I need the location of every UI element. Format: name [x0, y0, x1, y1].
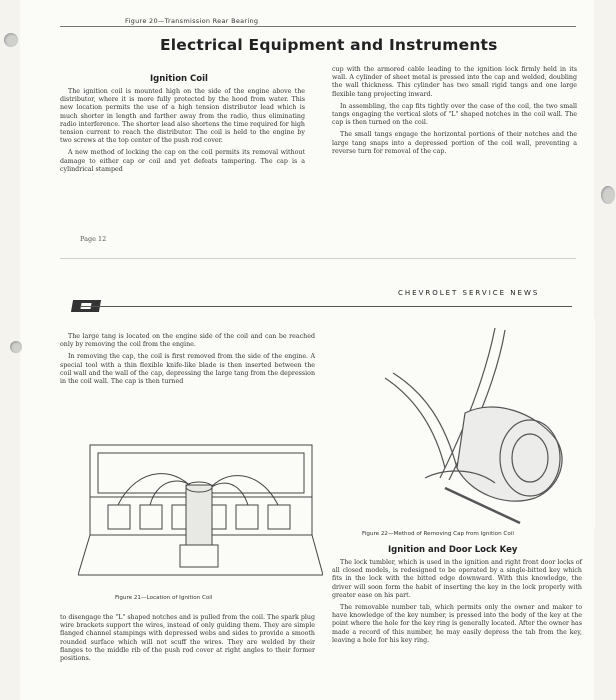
document-page — [20, 0, 594, 700]
paragraph: The lock tumbler, which is used in the ignition and right front door locks of all closed models, is redesigned to be operated by a single-bitted key which fits in the lock with the bitted edge downward. With this knowledge, the driver will soon form the habit of inserting the key in the lock properly with greater ease on his part. — [332, 559, 582, 599]
paragraph: The ignition coil is mounted high on the side of the engine above the distributor, where it is more fully protected by the hood from water. This new location permits the use of a high tension distributor lead which is much shorter in length and farther away from the radio, thus eliminating radio interference. The shorter lead also shortens the time required for high tension current to reach the distributor. The coil is held to the engine by two screws at the top center of the push rod cover. — [60, 88, 305, 145]
cap-removal-text — [60, 333, 315, 390]
figure-22-caption: Figure 22—Method of Removing Cap from Ignition Coil — [362, 531, 514, 537]
figure-21-caption: Figure 21—Location of Ignition Coil — [115, 595, 213, 601]
paragraph: The removable number tab, which permits only the owner and maker to have knowledge of the key number, is pressed into the body of the key at the point where the hole for the key ring is generally located. After the owner has made a record of this number, he may easily depress the tab from the key, leaving a hole for his key ring. — [332, 604, 582, 644]
paragraph: A new method of locking the cap on the coil permits its removal without damage to either cap or coil and yet defeats tampering. The cap is a cylindrical stamped — [60, 149, 305, 173]
news-header: CHEVROLET SERVICE NEWS — [398, 289, 540, 297]
binder-hole-icon — [4, 33, 18, 47]
paragraph: to disengage the "L" shaped notches and is pulled from the coil. The spark plug wire brackets support the wires, instead of only guiding them. They are simple flanged channel stampings with depressed webs and sides to provide a smooth rounded surface which will not scuff the wires. They are welded by their flanges to the middle rib of the push rod cover at right angles to their former positions. — [60, 614, 315, 663]
coil-cap-text — [332, 66, 577, 160]
ignition-coil-heading: Ignition Coil — [150, 74, 208, 84]
coil-cap-removal-photo — [345, 318, 595, 528]
paragraph: In removing the cap, the coil is first removed from the side of the engine. A special tool with a thin flexible knife-like blade is then inserted between the coil wall and the wall of the cap, depressing the large tang from the depression in the coil wall. The cap is then turned — [60, 353, 315, 386]
engine-coil-drawing — [78, 425, 323, 585]
paragraph: cup with the armored cable leading to the ignition lock firmly held in its wall. A cylinder of sheet metal is pressed into the cap and welded, doubling the wall thickness. This cylinder has two small rigid tangs and one large flexible tang projecting inward. — [332, 66, 577, 98]
ignition-coil-text — [60, 88, 305, 178]
top-figure-caption: Figure 20—Transmission Rear Bearing — [125, 17, 259, 25]
paragraph: The small tangs engage the horizontal portions of their notches and the large tang snaps into a depressed portion of the coil wall, preventing a reverse turn for removal of the cap. — [332, 131, 577, 155]
page-divider — [60, 258, 576, 259]
binder-hole-icon — [601, 186, 615, 204]
header-rule — [80, 306, 572, 307]
page-number: Page 12 — [80, 235, 107, 243]
paragraph: The large tang is located on the engine side of the coil and can be reached only by removing the coil from the engine. — [60, 333, 315, 349]
wire-bracket-text — [60, 614, 315, 667]
lock-key-heading: Ignition and Door Lock Key — [388, 545, 518, 555]
binder-hole-icon — [10, 341, 22, 353]
lock-key-text — [332, 559, 582, 649]
paragraph: In assembling, the cap fits tightly over the case of the coil, the two small tangs engaging the vertical slots of "L" shaped notches in the coil wall. The cap is then turned on the coil. — [332, 102, 577, 127]
top-rule — [60, 26, 576, 27]
page-title: Electrical Equipment and Instruments — [160, 36, 498, 54]
